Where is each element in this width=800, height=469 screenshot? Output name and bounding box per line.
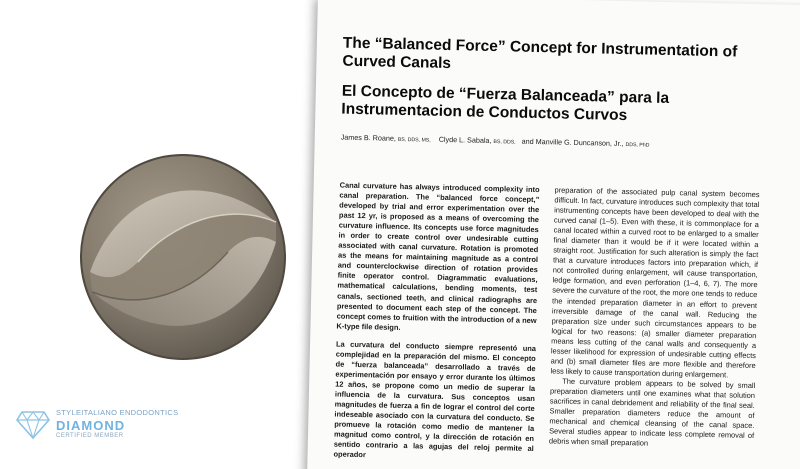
abstract-spanish: La curvatura del conducto siempre representó una complejidad en la preparación del mismo. El concepto de “fuerza balanceada” desarrollado a través de experimentación por ensayo y error durante los últimos 12 años, se propone como un medio de superar la influencia de la curvatura. Sus conceptos usan magnitudes de fuerza a fin de lograr el control del corte indeseable asociado con la curvatura del conducto. Se promueve la rotación como medio de mantener la magnitud como control, y la dirección de rotación en sentido contrario a las agujas del reloj permite al operador bbox=[333, 339, 537, 460]
author-degrees: BS, DDS, bbox=[493, 139, 516, 146]
badge-status-text: CERTIFIED MEMBER bbox=[56, 433, 124, 439]
author-name: and Manville G. Duncanson, Jr., bbox=[521, 136, 624, 148]
body-column bbox=[549, 185, 760, 451]
body-paragraph: The curvature problem appears to be solved by small preparation diameters until one examines what that solution sacrifices in canal debridement and reliability of the final seal. Smaller preparation diameters reduce the amount of mechanical and chemical cleansing of the canal space. Several studies appear to indicate less complete removal of debris when small preparation bbox=[548, 376, 756, 448]
author-list bbox=[341, 133, 781, 152]
article-body bbox=[333, 181, 780, 469]
badge-level-text: DIAMOND bbox=[56, 418, 126, 433]
certified-member-badge bbox=[16, 406, 179, 442]
body-paragraph: preparation of the associated pulp canal system becomes difficult. In fact, curvature introduces such complexity that total instrumenting concepts have been developed to deal with the curved canal (1–5). Even with these, it is commonplace for a canal located within a curved root to be enlarged to a smaller final diameter than it would be if it were located within a straight root. Justification for such alteration is simply the fact that a curvature introduces factors into preparation which, if not controlled during enlargement, will cause transportation, ledge formation, and even perforation (1–4, 6, 7). The more severe the curvature of the root, the more one tends to reduce the intended preparation diameter in an effort to prevent irreversible damage of the canal wall. Reducing the preparation size under such circumstances appears to be logical for two reasons: (a) smaller diameter preparation means less cutting of the canal walls and consequently a lesser likelihood for expression of undesirable cutting effects and (b) small diameter files are more flexible and therefore less likely to cause transportation during enlargement. bbox=[550, 185, 760, 380]
file-cross-section-illustration bbox=[78, 152, 288, 362]
abstract-column bbox=[333, 181, 539, 465]
article-title-english: The “Balanced Force” Concept for Instrumentation of Curved Canals bbox=[342, 34, 738, 73]
article-title-spanish: El Concepto de “Fuerza Balanceada” para la Instrumentacion de Conductos Curvos bbox=[341, 82, 670, 125]
author-name: James B. Roane, bbox=[340, 132, 396, 143]
badge-org-text: STYLEITALIANO ENDODONTICS bbox=[56, 408, 179, 417]
abstract-english: Canal curvature has always introduced complexity into canal preparation. The “balanced force concept,” developed by trial and error experimentation over the past 12 yr, is proposed as a means of overcoming the curvature influence. Its concepts use force magnitudes in order to create control over undesirable cutting associated with canal curvature. Rotation is promoted as the means for maintaining magnitude as a control and counterclockwise direction of rotation provides finite operator control. Diagrammatic evaluations, mathematical calculations, bending moments, test canals, sectioned teeth, and clinical radiographs are presented to document each step of the concept. The concept comes to fruition with the introduction of a new K-type file design. bbox=[336, 180, 540, 332]
author-degrees: DDS, PhD bbox=[625, 142, 650, 149]
author-name: Clyde L. Sabala, bbox=[438, 134, 492, 145]
article-page bbox=[306, 0, 800, 469]
diamond-icon bbox=[16, 408, 50, 440]
author-degrees: BS, DDS, MS, bbox=[397, 136, 431, 144]
